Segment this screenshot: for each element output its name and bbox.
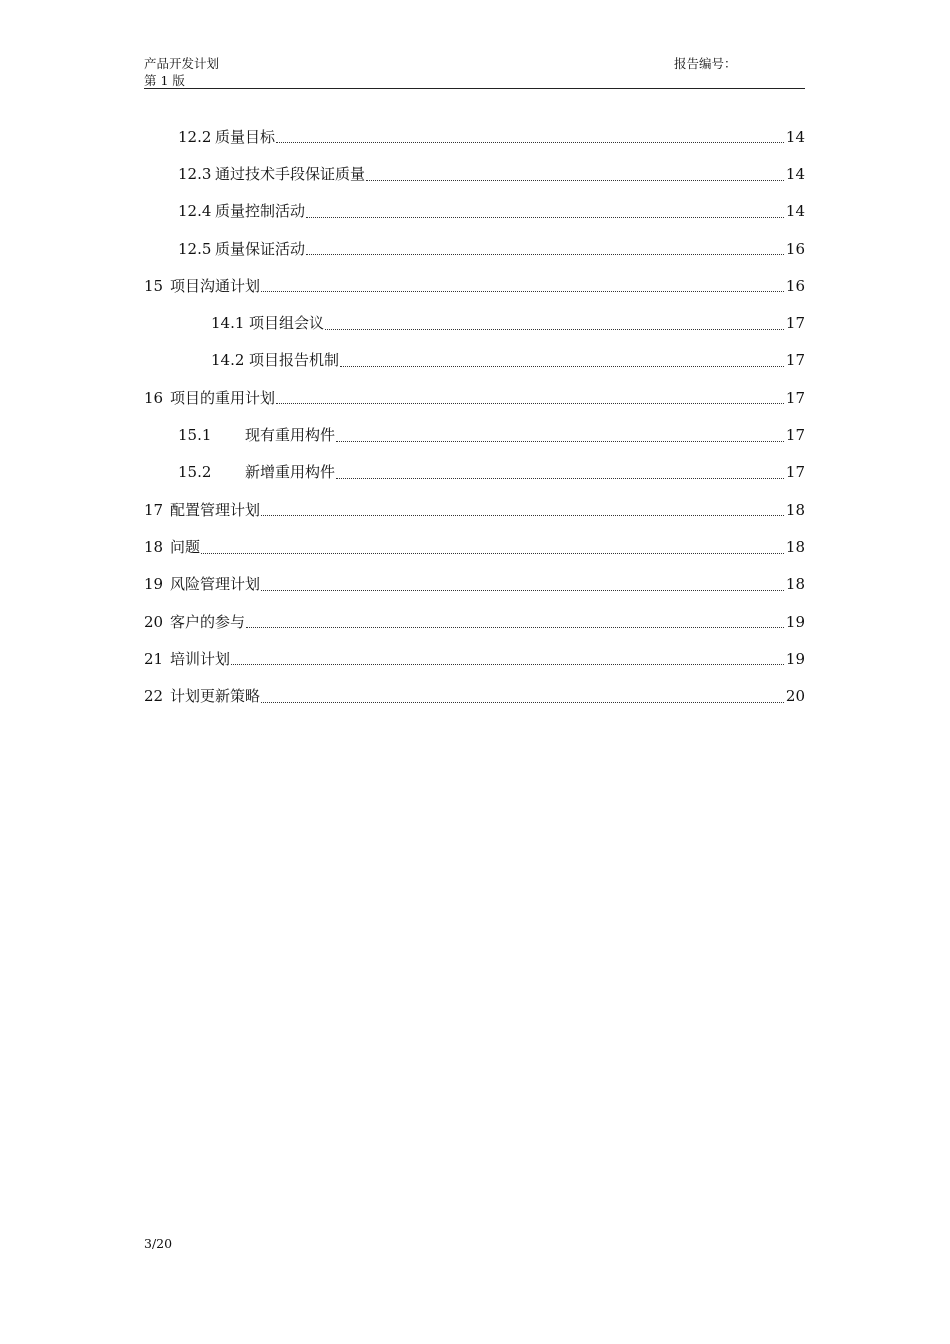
dot-leader [201,552,784,554]
dot-leader [306,253,784,255]
toc-entry-page: 17 [785,463,805,482]
dot-leader [231,663,784,665]
toc-entry-title: 培训计划 [170,649,231,668]
toc-entry[interactable] [144,603,805,640]
toc-entry-title: 问题 [170,537,201,556]
toc-entry[interactable] [144,491,805,528]
toc-entry-number: 15 [144,276,164,295]
toc-entry-title: 计划更新策略 [170,687,261,706]
toc-entry-page: 14 [785,164,805,183]
toc-entry-number: 21 [144,649,164,668]
toc-entry-number: 22 [144,687,164,706]
toc-entry-page: 16 [785,276,805,295]
toc-entry[interactable] [144,267,805,304]
toc-entry-page: 19 [785,649,805,668]
dot-leader [261,514,784,516]
toc-entry[interactable] [144,230,805,267]
toc-entry[interactable] [144,193,805,230]
toc-entry-page: 17 [785,351,805,370]
dot-leader [261,290,784,292]
toc-entry-number: 12.4 [178,202,212,221]
dot-leader [336,477,784,479]
dot-leader [246,626,784,628]
toc-entry-page: 17 [785,426,805,445]
toc-entry-title: 质量保证活动 [215,239,306,258]
toc-entry[interactable] [144,416,805,453]
dot-leader [276,141,784,143]
toc-entry-number: 20 [144,612,164,631]
toc-entry[interactable] [144,342,805,379]
toc-entry[interactable] [144,155,805,192]
toc-entry[interactable] [144,677,805,714]
toc-entry-number: 12.2 [178,127,212,146]
toc-entry-title: 项目组会议 [249,314,325,333]
toc-entry[interactable] [144,304,805,341]
dot-leader [261,701,784,703]
dot-leader [306,216,784,218]
toc-entry-title: 现有重用构件 [245,426,336,445]
dot-leader [366,179,784,181]
toc-entry-page: 18 [785,537,805,556]
toc-entry-number: 12.3 [178,164,212,183]
toc-entry-page: 17 [785,314,805,333]
toc-entry-title: 项目报告机制 [249,351,340,370]
toc-entry[interactable] [144,454,805,491]
toc-entry-number: 17 [144,500,164,519]
toc-entry-number: 12.5 [178,239,212,258]
toc-entry-page: 14 [785,127,805,146]
toc-entry-title: 质量控制活动 [215,202,306,221]
toc-entry[interactable] [144,118,805,155]
toc-entry[interactable] [144,566,805,603]
document-edition: 第 1 版 [144,73,185,88]
page-header [144,56,805,89]
dot-leader [325,328,784,330]
table-of-contents [144,118,805,715]
toc-entry-number: 15.1 [178,426,212,445]
toc-entry-page: 19 [785,612,805,631]
toc-entry-number: 14.1 [211,314,245,333]
toc-entry-page: 18 [785,575,805,594]
toc-entry-title: 项目沟通计划 [170,276,261,295]
page-number: 3/20 [144,1236,173,1251]
toc-entry-title: 质量目标 [215,127,276,146]
toc-entry-title: 风险管理计划 [170,575,261,594]
toc-entry-page: 20 [785,687,805,706]
toc-entry-title: 客户的参与 [170,612,246,631]
dot-leader [276,402,784,404]
toc-entry[interactable] [144,528,805,565]
toc-entry-number: 14.2 [211,351,245,370]
dot-leader [340,365,784,367]
toc-entry-number: 15.2 [178,463,212,482]
toc-entry-page: 18 [785,500,805,519]
dot-leader [336,440,784,442]
toc-entry-page: 14 [785,202,805,221]
document-title: 产品开发计划 [144,56,220,71]
toc-entry-title: 通过技术手段保证质量 [215,164,366,183]
toc-entry-title: 新增重用构件 [245,463,336,482]
toc-entry[interactable] [144,640,805,677]
toc-entry[interactable] [144,379,805,416]
toc-entry-number: 16 [144,388,164,407]
dot-leader [261,589,784,591]
report-number-label: 报告编号： [674,56,737,71]
toc-entry-number: 18 [144,537,164,556]
toc-entry-number: 19 [144,575,164,594]
toc-entry-page: 17 [785,388,805,407]
toc-entry-page: 16 [785,239,805,258]
toc-entry-title: 项目的重用计划 [170,388,276,407]
toc-entry-title: 配置管理计划 [170,500,261,519]
